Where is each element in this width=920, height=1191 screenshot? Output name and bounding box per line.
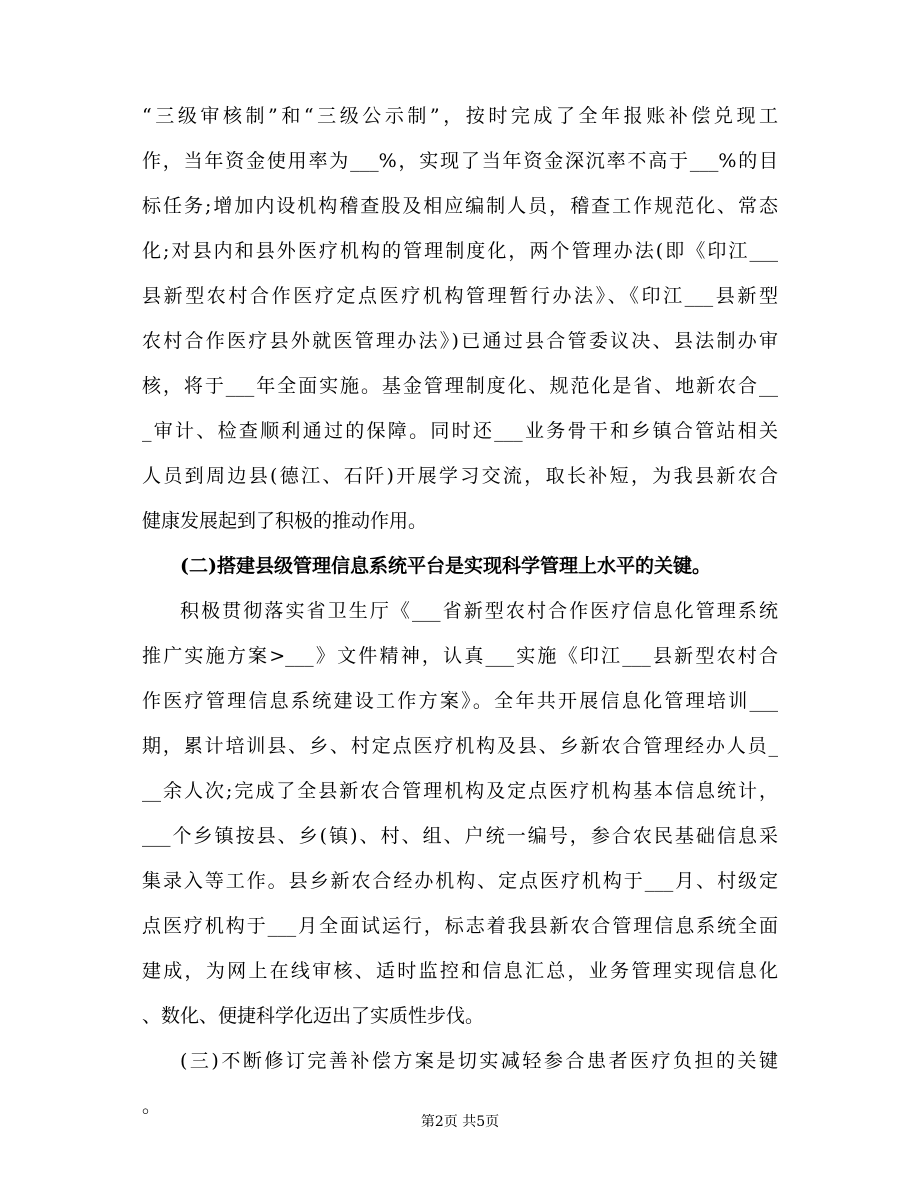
paragraph-line: _审计、检查顺利通过的保障。同时还___业务骨干和乡镇合管站相关 [142,420,778,442]
paragraph-line: 、数化、便捷科学化迈出了实质性步伐。 [142,1005,485,1027]
paragraph-line: 人员到周边县(德江、石阡)开展学习交流，取长补短，为我县新农合 [142,465,778,487]
section-heading: (三)不断修订完善补偿方案是切实减轻参合患者医疗负担的关键 [180,1050,778,1072]
section-heading: (二)搭建县级管理信息系统平台是实现科学管理上水平的关键。 [180,555,711,577]
paragraph-line: 推广实施方案>___》文件精神，认真___实施《印江___县新型农村合 [142,645,778,667]
paragraph-line: 农村合作医疗县外就医管理办法》)已通过县合管委议决、县法制办审 [142,330,778,352]
paragraph-line: ___个乡镇按县、乡(镇)、村、组、户统一编号，参合农民基础信息采 [142,825,778,847]
paragraph-line: 期，累计培训县、乡、村定点医疗机构及县、乡新农合管理经办人员_ [142,735,778,757]
paragraph-line: 健康发展起到了积极的推动作用。 [142,510,428,532]
paragraph-line: “三级审核制”和“三级公示制”，按时完成了全年报账补偿兑现工 [142,105,778,127]
paragraph-line: 作医疗管理信息系统建设工作方案》。全年共开展信息化管理培训___ [142,690,778,712]
paragraph-line: 点医疗机构于___月全面试运行，标志着我县新农合管理信息系统全面 [142,915,778,937]
paragraph-line: 积极贯彻落实省卫生厅《___省新型农村合作医疗信息化管理系统 [180,600,778,622]
paragraph-line: 作，当年资金使用率为___%，实现了当年资金深沉率不高于___%的目 [142,150,778,172]
paragraph-line: 。 [142,1095,162,1117]
page-footer: 第2页 共5页 [420,1114,500,1130]
paragraph-line: __余人次;完成了全县新农合管理机构及定点医疗机构基本信息统计， [142,780,778,802]
paragraph-line: 标任务;增加内设机构稽查股及相应编制人员，稽查工作规范化、常态 [142,195,778,217]
paragraph-line: 核，将于___年全面实施。基金管理制度化、规范化是省、地新农合__ [142,375,778,397]
paragraph-line: 县新型农村合作医疗定点医疗机构管理暂行办法》、《印江___县新型 [142,285,778,307]
paragraph-line: 化;对县内和县外医疗机构的管理制度化，两个管理办法(即《印江___ [142,240,778,262]
paragraph-line: 建成，为网上在线审核、适时监控和信息汇总，业务管理实现信息化 [142,960,778,982]
paragraph-line: 集录入等工作。县乡新农合经办机构、定点医疗机构于___月、村级定 [142,870,778,892]
